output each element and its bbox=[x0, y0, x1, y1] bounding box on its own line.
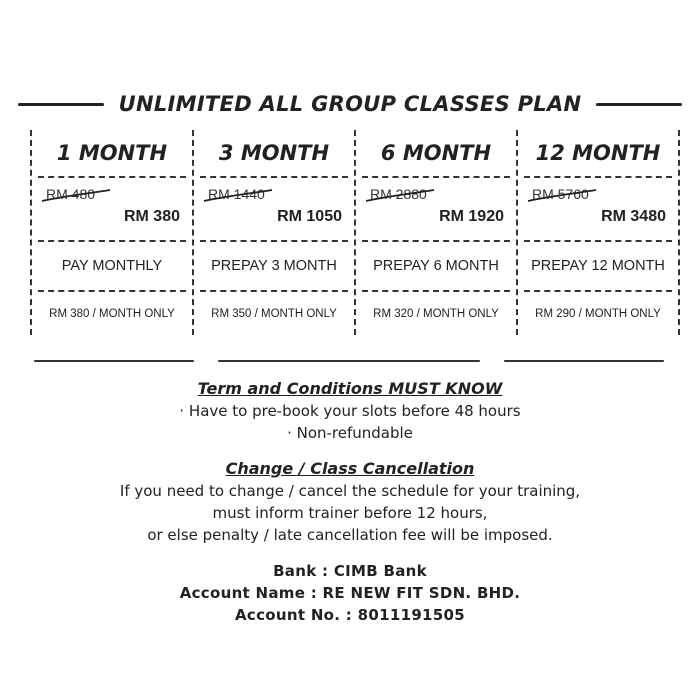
new-price: RM 1920 bbox=[439, 208, 504, 225]
plan-name: 12 MONTH bbox=[535, 141, 661, 165]
per-month-price: RM 290 / MONTH ONLY bbox=[535, 308, 661, 320]
plan-3-month bbox=[194, 130, 356, 335]
strikethrough-icon bbox=[40, 189, 112, 203]
divider-segment bbox=[34, 360, 194, 362]
cancellation-line: If you need to change / cancel the schedule for your training, bbox=[119, 482, 581, 500]
old-price: RM 2880 bbox=[370, 186, 427, 202]
title-rule-right bbox=[596, 103, 682, 106]
new-price: RM 380 bbox=[123, 208, 180, 225]
cancellation-line: must inform trainer before 12 hours, bbox=[212, 504, 488, 522]
plan-name: 3 MONTH bbox=[218, 141, 330, 165]
account-number: Account No. : 8011191505 bbox=[234, 606, 466, 624]
terms-content bbox=[0, 378, 700, 626]
bank-name: Bank : CIMB Bank bbox=[273, 562, 427, 580]
payment-type: PREPAY 12 MONTH bbox=[531, 258, 665, 274]
divider-segment bbox=[504, 360, 664, 362]
plan-name: 6 MONTH bbox=[380, 141, 492, 165]
section-divider bbox=[34, 360, 664, 364]
account-name: Account Name : RE NEW FIT SDN. BHD. bbox=[179, 584, 521, 602]
old-price: RM 480 bbox=[46, 186, 96, 202]
old-price: RM 1440 bbox=[208, 186, 265, 202]
title-rule-left bbox=[18, 103, 104, 106]
cancellation-heading: Change / Class Cancellation bbox=[225, 459, 475, 478]
plan-1-month bbox=[32, 130, 194, 335]
strikethrough-icon bbox=[202, 189, 274, 203]
plan-name: 1 MONTH bbox=[56, 141, 168, 165]
new-price: RM 1050 bbox=[277, 208, 342, 225]
price-box bbox=[356, 178, 516, 240]
cancellation-line: or else penalty / late cancellation fee will be imposed. bbox=[147, 526, 553, 544]
strikethrough-icon bbox=[364, 189, 436, 203]
terms-item: · Have to pre-book your slots before 48 hours bbox=[179, 402, 521, 420]
per-month-price: RM 320 / MONTH ONLY bbox=[373, 308, 499, 320]
strikethrough-icon bbox=[526, 189, 598, 203]
plans-table bbox=[30, 130, 680, 335]
price-box bbox=[32, 178, 192, 240]
payment-type: PREPAY 3 MONTH bbox=[211, 258, 337, 274]
divider-segment bbox=[218, 360, 480, 362]
payment-type: PREPAY 6 MONTH bbox=[373, 258, 499, 274]
new-price: RM 3480 bbox=[601, 208, 666, 225]
terms-heading: Term and Conditions MUST KNOW bbox=[197, 379, 503, 398]
title-row bbox=[18, 86, 682, 122]
page-title: UNLIMITED ALL GROUP CLASSES PLAN bbox=[118, 92, 582, 116]
old-price: RM 5760 bbox=[532, 186, 589, 202]
terms-item: · Non-refundable bbox=[287, 424, 413, 442]
plan-6-month bbox=[356, 130, 518, 335]
price-box bbox=[194, 178, 354, 240]
price-box bbox=[518, 178, 678, 240]
per-month-price: RM 350 / MONTH ONLY bbox=[211, 308, 337, 320]
per-month-price: RM 380 / MONTH ONLY bbox=[49, 308, 175, 320]
plan-12-month bbox=[518, 130, 678, 335]
payment-type: PAY MONTHLY bbox=[61, 258, 163, 274]
